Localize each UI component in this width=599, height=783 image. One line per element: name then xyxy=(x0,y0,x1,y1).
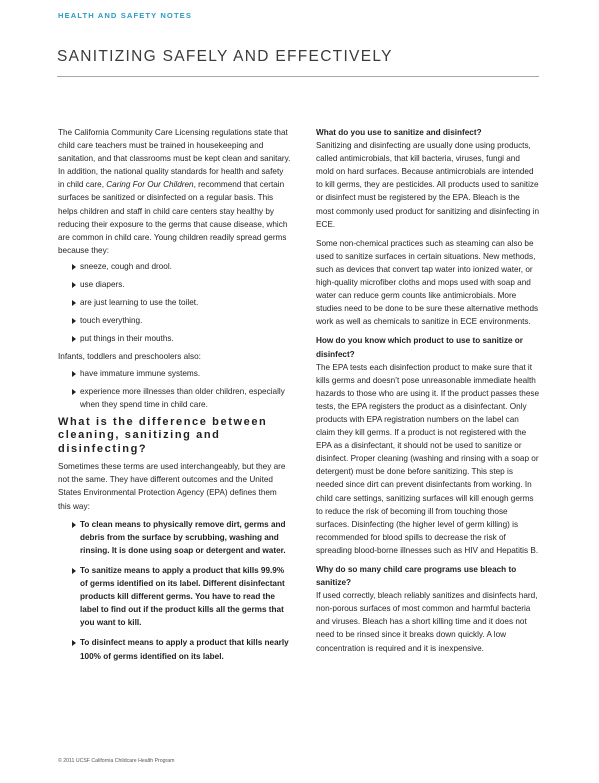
arrow-bullet-icon xyxy=(72,640,76,646)
arrow-bullet-icon xyxy=(72,336,76,342)
definition-text: To sanitize means to apply a product that kills 99.9% of germs identified on its label. Different disinfectant products kill different germs. You have to read the label to find out if the product kills all the germs that you want to kill. xyxy=(80,565,285,628)
arrow-bullet-icon xyxy=(72,389,76,395)
answer-paragraph: The EPA tests each disinfection product to make sure that it kills germs and doesn’t pose unreasonable immediate health hazards to those who are using it. If the product passes these tests, the EPA registers the product as a disinfectant. Only products with EPA registration numbers on the label can claim they kill germs. If a product is not registered with the EPA as a disinfectant, it should not be used to sanitize or disinfect. Proper cleaning (washing and rinsing with a soap or detergent) must be done before sanitizing. This step is needed since dirt can prevent disinfectants from working. In child care settings, sanitizing surfaces will kill enough germs to reduce the risk of becoming ill from touching those surfaces. Disinfecting (the higher level of germ killing) is recommended for blood spills to decrease the risk of spreading blood-borne illnesses such as HIV and Hepatitis B. xyxy=(316,362,540,555)
list-item xyxy=(58,296,291,309)
intro-text-a: The California Community Care Licensing regulations state that child care teachers must be trained in housekeeping and sanitation, and that classrooms must be kept clean and sanitary. In addition, the national quality standards for health and safety in child care, xyxy=(58,128,291,190)
list-item xyxy=(58,278,291,291)
list-item-text: use diapers. xyxy=(80,280,125,290)
list-item xyxy=(58,332,291,345)
difference-paragraph: Sometimes these terms are used interchangeably, but they are not the same. They have different outcomes and the United States Environmental Protection Agency (EPA) defines them this way: xyxy=(58,462,286,511)
arrow-bullet-icon xyxy=(72,568,76,574)
list-item-text: experience more illnesses than older children, especially when they spend time in child care. xyxy=(80,386,285,409)
question-heading: What do you use to sanitize and disinfect? xyxy=(316,128,482,137)
definition-disinfect xyxy=(58,636,291,662)
answer-paragraph: If used correctly, bleach reliably sanitizes and disinfects hard, non-porous surfaces of most common and harmful bacteria and viruses. Bleach has a short killing time and it does not need to be rinsed since it breaks down quickly. A low concentration is required and it is inexpensive. xyxy=(316,591,538,653)
intro-text-b: , recommend that certain surfaces be sanitized or disinfected on a regular basis. This helps children and staff in child care centers stay healthy by reducing their exposure to the germs that cause disease, which are common in child care. Young children readily spread germs because they: xyxy=(58,180,288,255)
left-column xyxy=(58,126,291,670)
section-label: HEALTH AND SAFETY NOTES xyxy=(58,11,193,20)
arrow-bullet-icon xyxy=(72,282,76,288)
difference-heading: What is the difference between cleaning, sanitizing and disinfecting? xyxy=(58,415,268,455)
intro-paragraph xyxy=(58,126,291,257)
young-children-list xyxy=(58,260,291,345)
question-heading: Why do so many child care programs use bleach to sanitize? xyxy=(316,565,517,588)
list-item-text: sneeze, cough and drool. xyxy=(80,261,172,271)
footer-copyright: © 2011 UCSF California Childcare Health Program xyxy=(58,758,175,764)
list-item xyxy=(58,314,291,327)
definitions-list xyxy=(58,518,291,663)
list-item-text: are just learning to use the toilet. xyxy=(80,298,199,308)
list-item-text: touch everything. xyxy=(80,316,143,326)
arrow-bullet-icon xyxy=(72,300,76,306)
infants-lead: Infants, toddlers and preschoolers also: xyxy=(58,352,201,362)
infants-list xyxy=(58,367,291,411)
page-title: SANITIZING SAFELY AND EFFECTIVELY xyxy=(57,48,393,65)
definition-text: To disinfect means to apply a product that kills nearly 100% of germs identified on its label. xyxy=(80,638,289,661)
question-heading: How do you know which product to use to sanitize or disinfect? xyxy=(316,336,523,359)
list-item-text: have immature immune systems. xyxy=(80,368,201,378)
arrow-bullet-icon xyxy=(72,371,76,377)
definition-sanitize xyxy=(58,564,291,629)
arrow-bullet-icon xyxy=(72,318,76,324)
list-item-text: put things in their mouths. xyxy=(80,334,174,344)
definition-text: To clean means to physically remove dirt, germs and debris from the surface by scrubbing, washing and rinsing. It is done using soap or detergent and water. xyxy=(80,519,286,555)
list-item xyxy=(58,367,291,380)
arrow-bullet-icon xyxy=(72,522,76,528)
answer-paragraph: Sanitizing and disinfecting are usually done using products, called antimicrobials, that kill bacteria, viruses, fungi and mold on hard surfaces. Because antimicrobials are intended to kill germs, they are pesticides. All products used to sanitize or disinfect must be registered by the EPA. Bleach is the most commonly used product for sanitizing and disinfecting in ECE. xyxy=(316,141,539,229)
right-column xyxy=(316,126,539,655)
definition-clean xyxy=(58,518,291,557)
answer-paragraph: Some non-chemical practices such as steaming can also be used to sanitize surfaces in certain situations. New methods, such as devices that convert tap water into ionized water, or high-quality microfiber cloths and mops used with soap and water can reduce germ counts like antimicrobials. More studies need to be done to be sure these alternative methods work as well as chemicals to sanitize in ECE environments. xyxy=(316,238,539,327)
arrow-bullet-icon xyxy=(72,264,76,270)
intro-italic-title: Caring For Our Children xyxy=(106,180,194,190)
list-item xyxy=(58,260,291,273)
list-item xyxy=(58,385,291,411)
title-divider xyxy=(57,76,539,77)
